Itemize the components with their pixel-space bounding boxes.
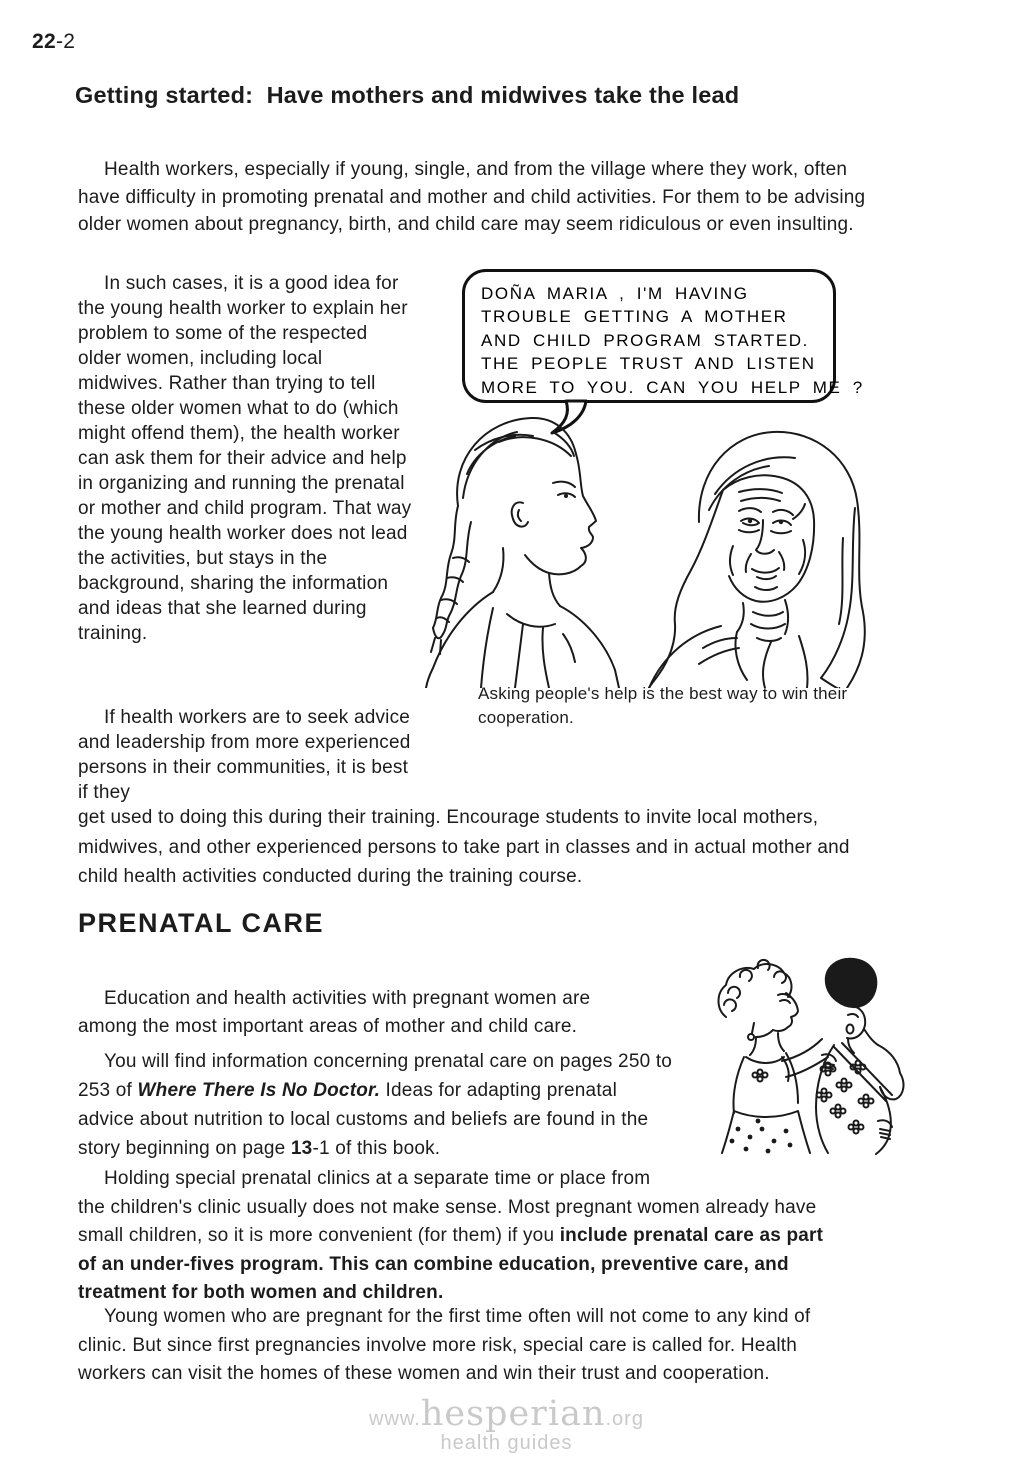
page-number [32, 30, 75, 54]
paragraph-left-column-continued: If health workers are to seek advice and leadership from more experienced persons in their communities, it is best if they [78, 707, 411, 803]
speech-bubble-line: DOÑA MARIA , I'M HAVING [481, 284, 749, 303]
paragraph-prenatal-references [78, 1047, 678, 1163]
paragraph-prenatal-clinics [78, 1165, 838, 1308]
speech-bubble-line: THE PEOPLE TRUST AND LISTEN [481, 354, 816, 374]
speech-bubble [462, 269, 864, 403]
young-health-worker-figure [426, 418, 619, 688]
watermark-org: .org [605, 1408, 644, 1430]
illustration-caption: Asking people's help is the best way to win their cooperation. [478, 684, 848, 727]
health-worker-with-pregnant-woman-illustration [698, 953, 916, 1155]
section-heading-getting-started: Getting started: Have mothers and midwives take the lead [75, 82, 740, 108]
section-heading-prenatal-care: PRENATAL CARE [78, 908, 325, 938]
paragraph-left-column: In such cases, it is a good idea for the young health worker to explain her problem to some of the respected older women, including local midwives. Rather than trying to tell these older women what to do (which might offend them), the health worker can ask them for their advice and help in organizing and running the prenatal or mother and child program. That way the young health worker does not lead the activities, but stays in the background, sharing the information and ideas that she learned during training. [78, 273, 412, 644]
watermark-tagline: health guides [440, 1432, 573, 1454]
text-run: -1 of this book. [312, 1138, 441, 1159]
text-run: You will find information concerning prenatal care on pages 250 to 253 of [78, 1051, 673, 1101]
text-run: Holding special prenatal clinics at a separate time or place from the children's clinic usually does not make sense. Most pregnant women already have small children, so it is more convenient (for them) if you [78, 1168, 817, 1246]
bold-emphasis-run: include prenatal care as part of an under-fives program. This can combine education, preventive care, and treatment for both women and children. [78, 1225, 824, 1303]
illustration-text-wrap-spacer [668, 1165, 838, 1191]
floral-pattern [817, 1061, 874, 1134]
watermark-brand: hesperian [420, 1394, 606, 1434]
paragraph-young-women: Young women who are pregnant for the first time often will not come to any kind of clinic. But since first pregnancies involve more risk, special care is called for. Health workers can visit the homes of these women and win their trust and cooperation. [78, 1306, 811, 1384]
page-number-suffix: -2 [55, 30, 76, 53]
pregnant-woman-figure [816, 959, 903, 1154]
book-title-where-there-is-no-doctor: Where There Is No Doctor. [137, 1080, 381, 1101]
page-reference-bold: 13 [290, 1138, 313, 1159]
page-number-chapter: 22 [32, 30, 56, 53]
watermark-www: www. [369, 1408, 421, 1430]
hesperian-watermark [0, 1396, 1013, 1455]
paragraph-prenatal-intro: Education and health activities with pregnant women are among the most important areas of mother and child care. [78, 988, 591, 1037]
speech-bubble-line: AND CHILD PROGRAM STARTED. [481, 330, 810, 350]
paragraph-intro: Health workers, especially if young, single, and from the village where they work, often have difficulty in promoting prenatal and mother and child activities. For them to be advising older women about pregnancy, birth, and child care may seem ridiculous or even insulting. [78, 159, 866, 235]
two-women-talking-illustration [403, 398, 875, 688]
text-run: Ideas for adapting prenatal advice about nutrition to local customs and beliefs are found in the story beginning on page [78, 1080, 649, 1159]
speech-bubble-line: MORE TO YOU. CAN YOU HELP ME ? [481, 377, 864, 397]
speech-bubble-line: TROUBLE GETTING A MOTHER [481, 307, 788, 327]
older-midwife-figure [649, 432, 865, 688]
short-haired-woman-figure [719, 960, 829, 1154]
paragraph-full-width: get used to doing this during their training. Encourage students to invite local mothers, midwives, and other experienced persons to take part in classes and in actual mother and child health activities conducted during the training course. [78, 807, 850, 887]
